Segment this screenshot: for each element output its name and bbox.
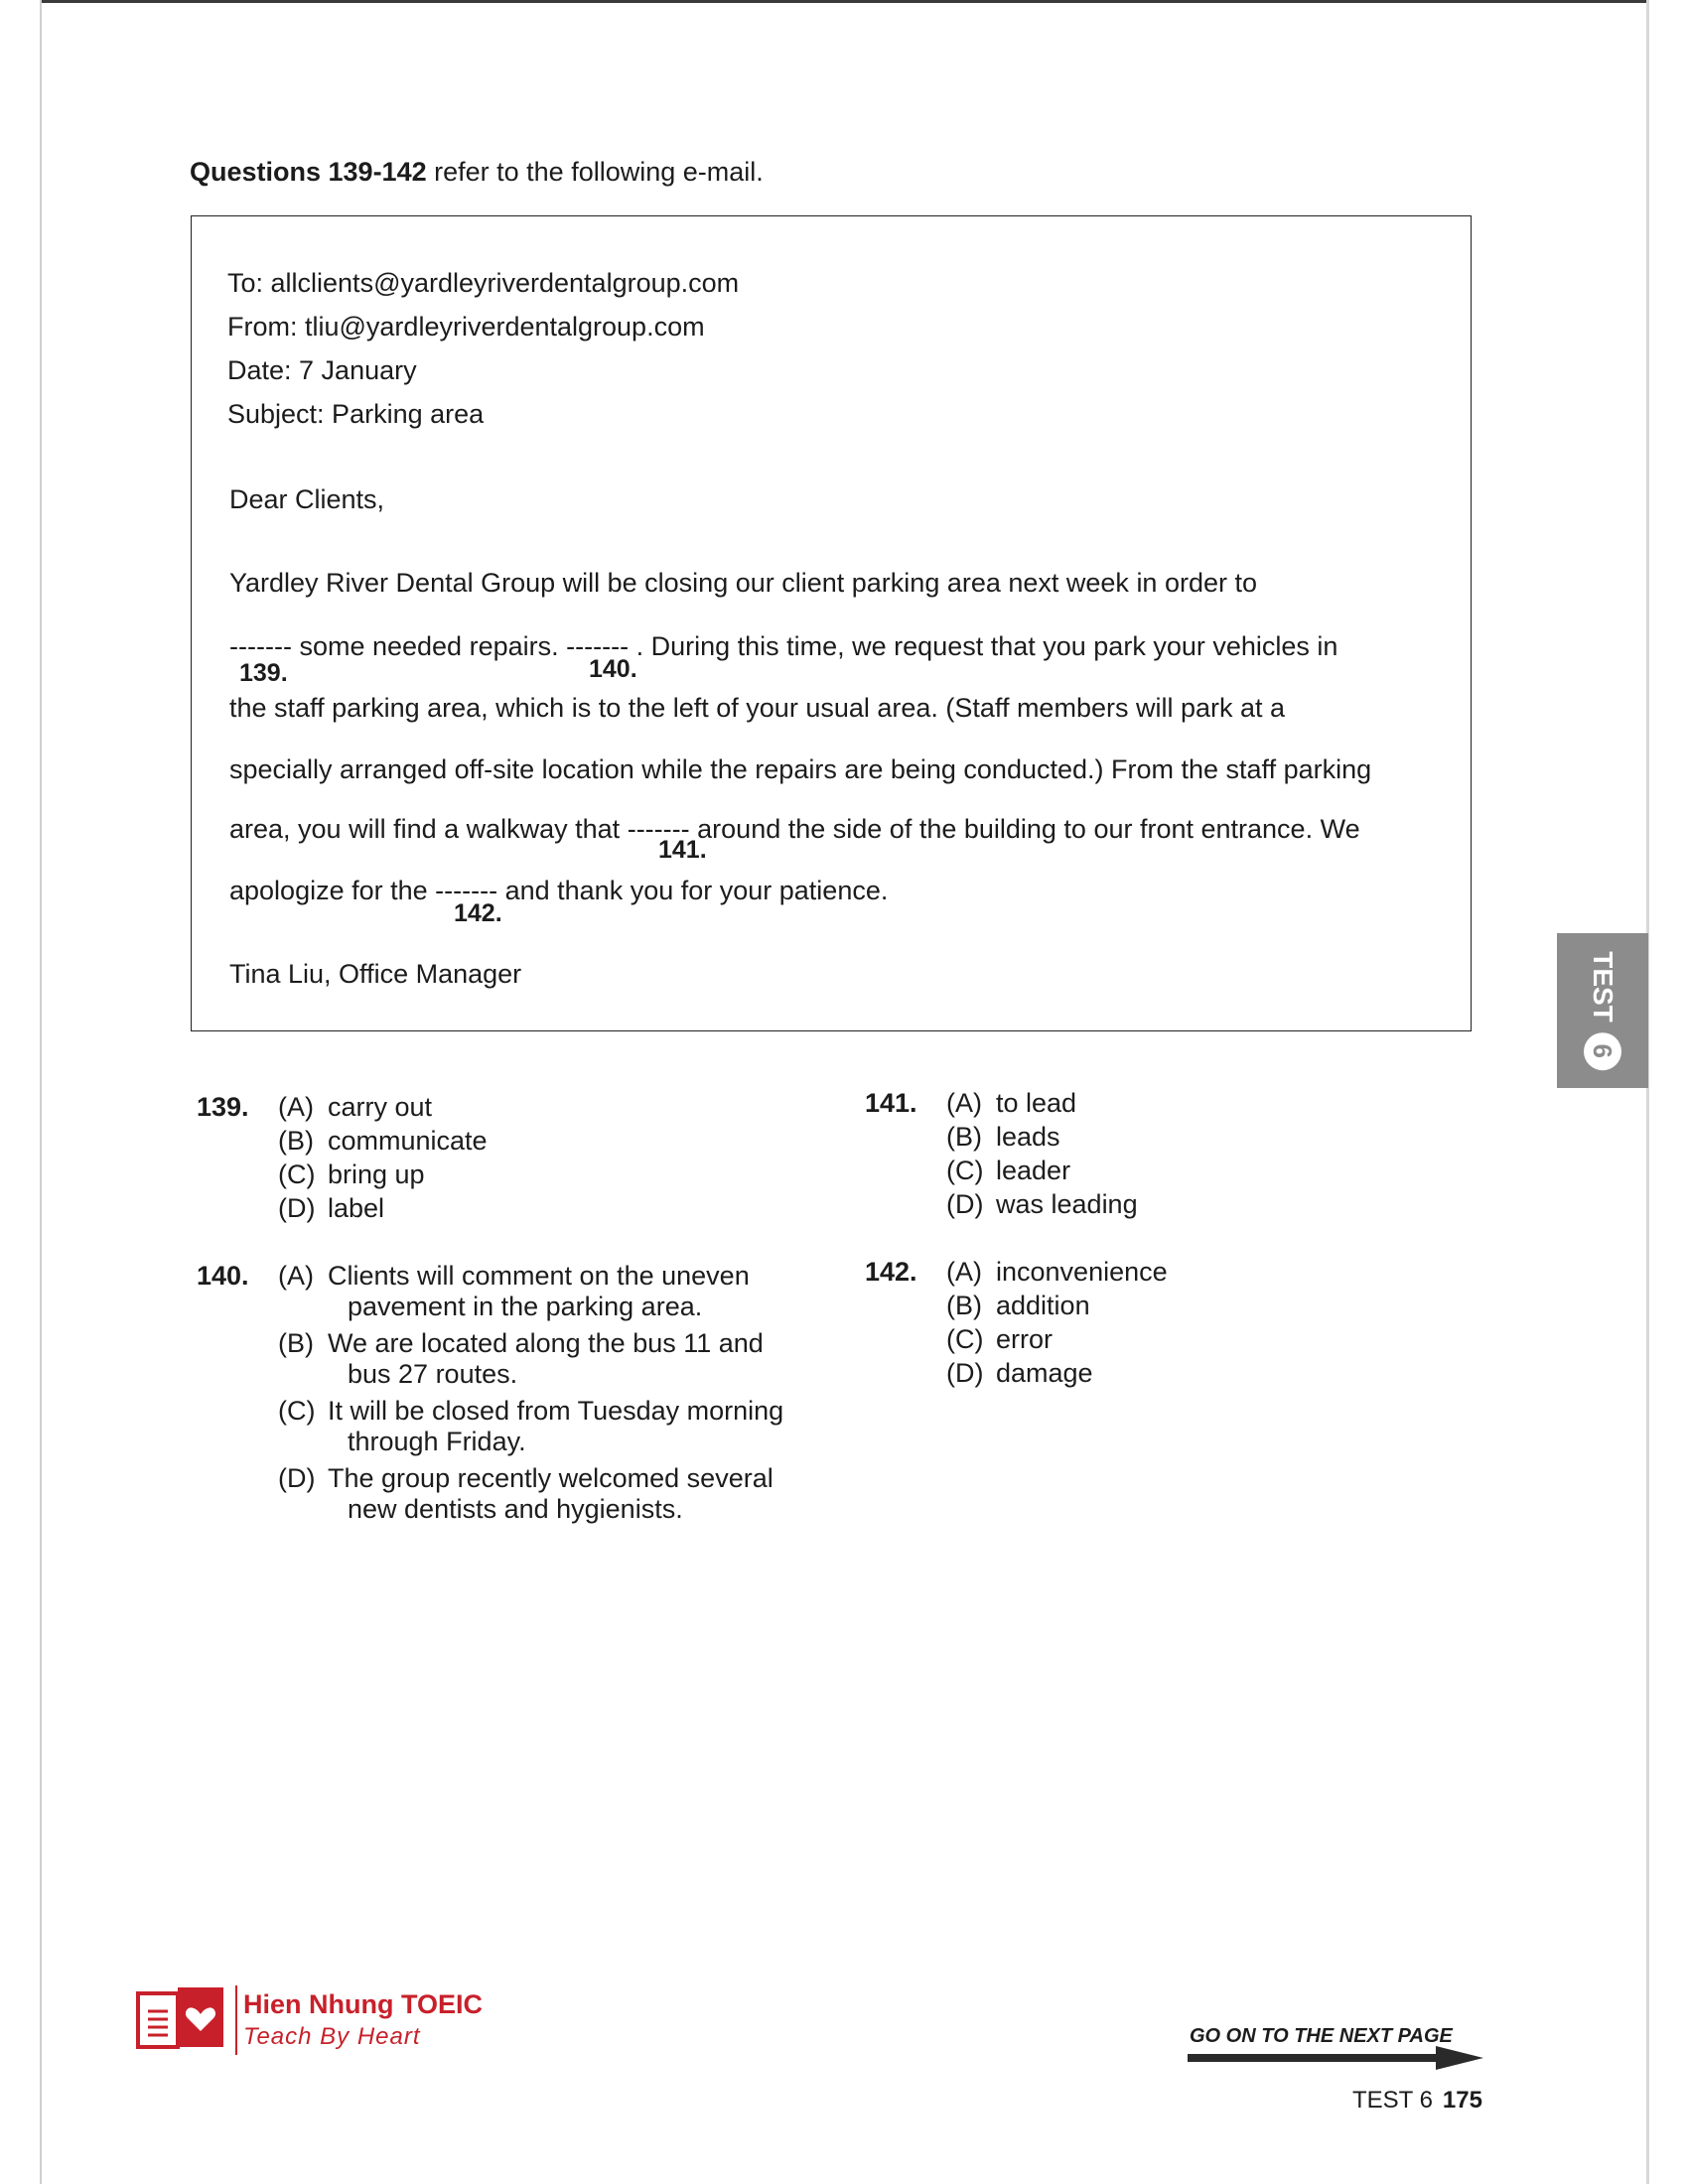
option-b[interactable]: (B) We are located along the bus 11 and bus 27 routes. xyxy=(278,1328,764,1389)
footer-test: TEST 6 xyxy=(1352,2087,1433,2114)
brand-logo xyxy=(136,1985,533,2055)
option-a[interactable]: (A) to lead xyxy=(946,1088,1077,1118)
question-number: 141. xyxy=(865,1088,917,1118)
logo-tagline: Teach By Heart xyxy=(243,2023,421,2050)
question-number: 139. xyxy=(197,1092,249,1122)
page-top-edge xyxy=(40,0,1648,3)
email-box xyxy=(191,215,1472,1031)
email-greeting: Dear Clients, xyxy=(229,484,385,514)
email-subject: Subject: Parking area xyxy=(227,399,485,429)
email-line-4: specially arranged off-site location while the repairs are being conducted.) From the staff parking xyxy=(229,754,1372,784)
question-number: 140. xyxy=(197,1261,249,1291)
option-b[interactable]: (B) leads xyxy=(946,1122,1060,1152)
right-arrow-icon xyxy=(1188,2045,1485,2071)
blank-141: ------- xyxy=(627,814,690,844)
email-to: To: allclients@yardleyriverdentalgroup.com xyxy=(227,268,740,298)
email-date: Date: 7 January xyxy=(227,355,417,385)
option-d[interactable]: (D) damage xyxy=(946,1358,1093,1388)
blank-140: ------- xyxy=(566,631,630,661)
blank-number-140: 140. xyxy=(589,655,637,683)
blank-142: ------- xyxy=(435,876,498,905)
email-line-6: apologize for the ------- and thank you for your patience. xyxy=(229,876,889,905)
question-number: 142. xyxy=(865,1257,917,1287)
questions-range: Questions 139-142 xyxy=(190,157,427,187)
page-left-edge xyxy=(40,0,42,2184)
page-right-edge xyxy=(1646,0,1649,2184)
option-d[interactable]: (D) label xyxy=(278,1193,385,1223)
email-from: From: tliu@yardleyriverdentalgroup.com xyxy=(227,312,705,341)
side-tab-number: 6 xyxy=(1584,1032,1621,1070)
option-b[interactable]: (B) communicate xyxy=(278,1126,488,1156)
blank-number-142: 142. xyxy=(454,899,502,927)
header-intro: refer to the following e-mail. xyxy=(426,157,764,187)
option-b[interactable]: (B) addition xyxy=(946,1291,1090,1320)
next-page-text: GO ON TO THE NEXT PAGE xyxy=(1190,2025,1453,2047)
logo-divider xyxy=(235,1985,237,2055)
email-line-5: area, you will find a walkway that ------- around the side of the building to our front entrance. We xyxy=(229,814,1360,844)
option-c[interactable]: (C) error xyxy=(946,1324,1054,1354)
email-line-2: ------- some needed repairs. ------- . During this time, we request that you park your vehicles in xyxy=(229,631,1338,661)
email-line-1: Yardley River Dental Group will be closing our client parking area next week in order to xyxy=(229,568,1258,598)
side-tab-label: TEST xyxy=(1588,951,1618,1023)
option-a[interactable]: (A) inconvenience xyxy=(946,1257,1168,1287)
option-d[interactable]: (D) was leading xyxy=(946,1189,1138,1219)
option-a[interactable]: (A) carry out xyxy=(278,1092,433,1122)
option-c[interactable]: (C) leader xyxy=(946,1156,1071,1185)
option-a[interactable]: (A) Clients will comment on the uneven pavement in the parking area. xyxy=(278,1261,750,1321)
section-header xyxy=(190,157,764,188)
test-side-tab xyxy=(1557,933,1648,1088)
book-heart-icon xyxy=(136,1985,225,2055)
option-c[interactable]: (C) bring up xyxy=(278,1160,425,1189)
blank-139: ------- xyxy=(229,631,292,661)
logo-name: Hien Nhung TOEIC xyxy=(243,1989,483,2019)
blank-number-139: 139. xyxy=(239,659,288,687)
blank-number-141: 141. xyxy=(658,836,707,864)
email-signature: Tina Liu, Office Manager xyxy=(229,959,522,989)
option-d[interactable]: (D) The group recently welcomed several new dentists and hygienists. xyxy=(278,1463,774,1524)
page-number: 175 xyxy=(1442,2087,1482,2114)
option-c[interactable]: (C) It will be closed from Tuesday morning through Friday. xyxy=(278,1396,784,1456)
page-footer xyxy=(1352,2087,1482,2115)
email-line-3: the staff parking area, which is to the left of your usual area. (Staff members will park at a xyxy=(229,693,1286,723)
